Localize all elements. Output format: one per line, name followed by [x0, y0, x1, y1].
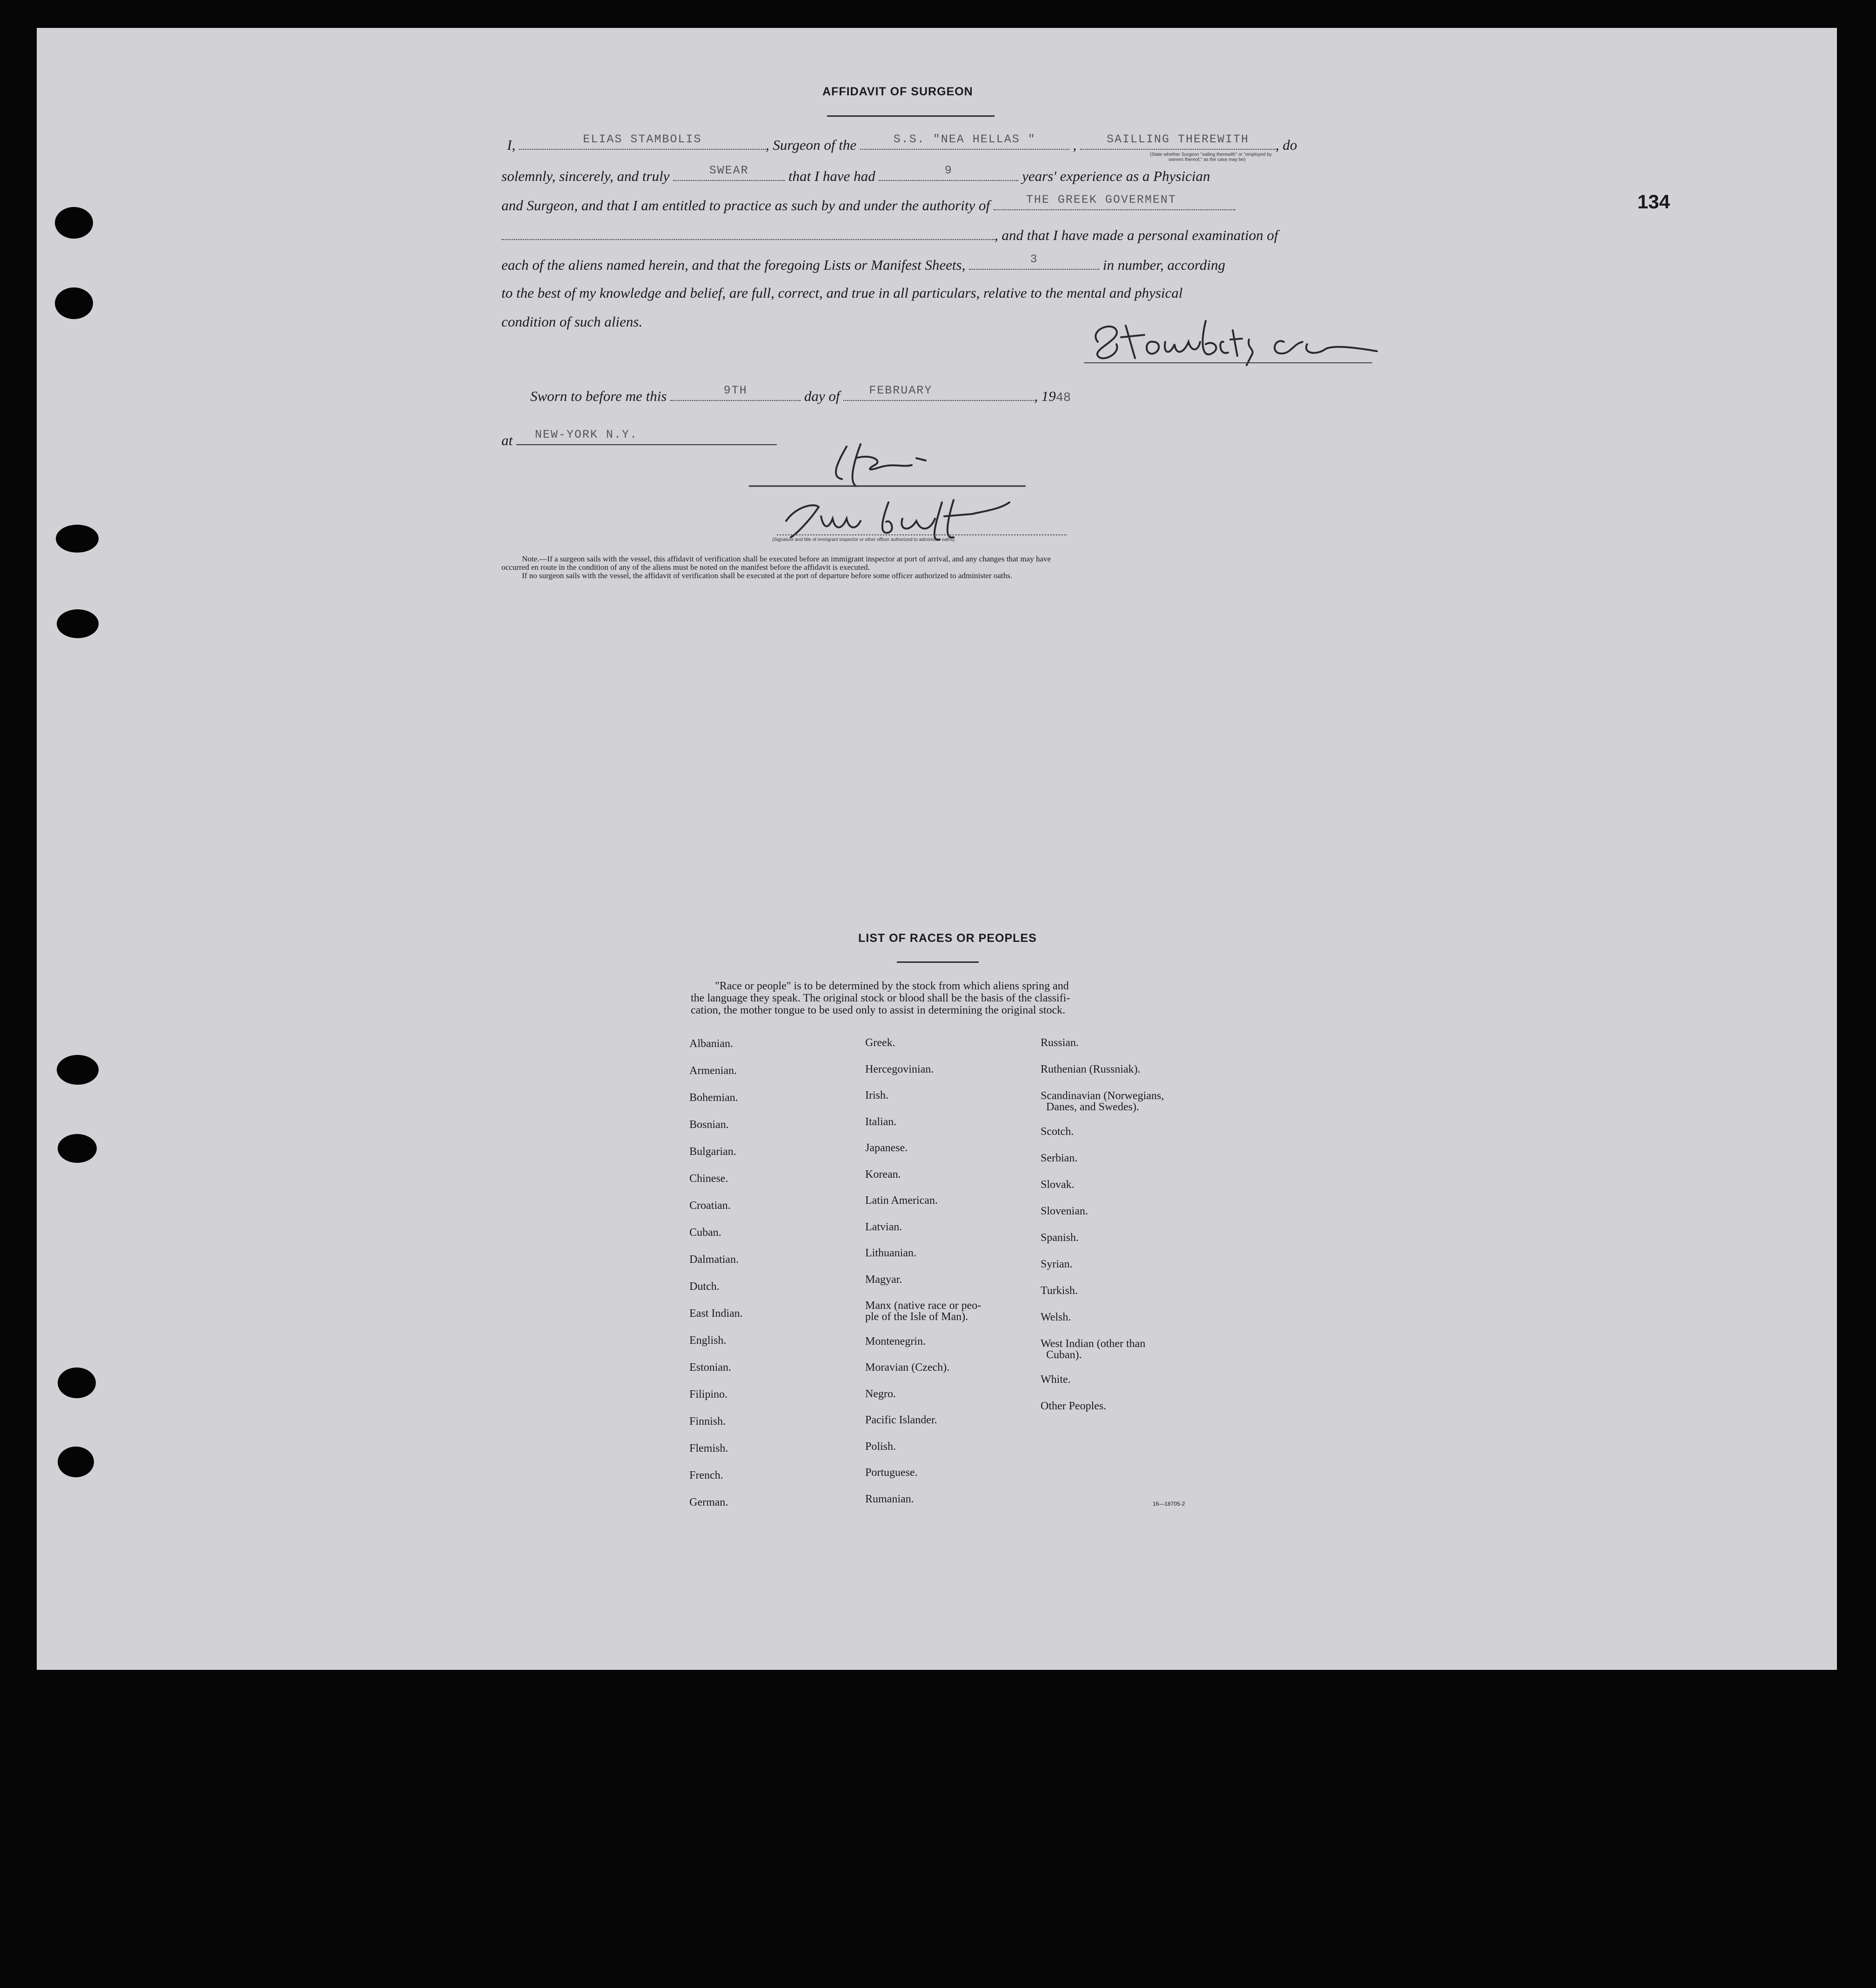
race-item: Chinese. — [689, 1173, 728, 1185]
race-item: Bosnian. — [689, 1119, 729, 1131]
race-item: Bulgarian. — [689, 1146, 736, 1158]
affidavit-line-3: and Surgeon, and that I am entitled to practice as such by and under the authority of THE GREEK GOVERMENT — [501, 196, 1235, 214]
race-item: Scotch. — [1041, 1126, 1074, 1138]
race-item: Bohemian. — [689, 1092, 738, 1104]
race-item: Manx (native race or peo- ple of the Isle of Man). — [865, 1300, 981, 1323]
race-item: Korean. — [865, 1168, 901, 1181]
race-item: German. — [689, 1496, 728, 1508]
surgeon-name-field[interactable]: ELIAS STAMBOLIS — [519, 136, 766, 150]
race-item: Slovak. — [1041, 1179, 1075, 1191]
race-item: Pacific Islander. — [865, 1414, 937, 1426]
race-item: Latvian. — [865, 1221, 902, 1233]
race-item: Hercegovinian. — [865, 1063, 934, 1075]
races-title-underline — [897, 961, 979, 963]
race-item: Ruthenian (Russniak). — [1041, 1063, 1141, 1075]
races-title: LIST OF RACES OR PEOPLES — [858, 932, 1037, 945]
race-item: Turkish. — [1041, 1285, 1078, 1297]
years-field[interactable]: 9 — [879, 167, 1018, 181]
authority-field[interactable]: THE GREEK GOVERMENT — [994, 196, 1235, 210]
race-item: Cuban. — [689, 1227, 721, 1239]
race-item: Armenian. — [689, 1065, 737, 1077]
race-item: Scandinavian (Norwegians, Danes, and Swedes). — [1041, 1090, 1164, 1113]
race-item: Flemish. — [689, 1442, 728, 1454]
race-item: White. — [1041, 1374, 1071, 1386]
race-item: French. — [689, 1469, 723, 1481]
form-number: 16—18705-2 — [1153, 1501, 1185, 1507]
surgeon-signature — [1084, 316, 1382, 367]
page-number: 134 — [1637, 191, 1670, 213]
binder-hole — [55, 287, 93, 319]
race-item: Magyar. — [865, 1273, 902, 1286]
race-item: Negro. — [865, 1388, 896, 1400]
race-item: Japanese. — [865, 1142, 908, 1154]
oath-field[interactable]: SWEAR — [673, 167, 785, 181]
race-item: Spanish. — [1041, 1232, 1079, 1244]
race-item: West Indian (other than Cuban). — [1041, 1338, 1146, 1361]
affidavit-line-6: to the best of my knowledge and belief, are full, correct, and true in all particulars, relative to the mental and physical — [501, 285, 1183, 301]
affidavit-line-5: each of the aliens named herein, and that the foregoing Lists or Manifest Sheets, 3 in number, according — [501, 253, 1226, 273]
race-item: Montenegrin. — [865, 1335, 926, 1348]
binder-hole — [55, 207, 93, 239]
sheets-count-field[interactable]: 3 — [969, 256, 1099, 270]
race-item: Slovenian. — [1041, 1205, 1088, 1217]
surgeon-role-field[interactable]: SAILLING THEREWITH — [1080, 136, 1275, 150]
race-item: Russian. — [1041, 1037, 1079, 1049]
race-item: Croatian. — [689, 1200, 731, 1212]
race-item: Greek. — [865, 1037, 895, 1049]
race-item: Dutch. — [689, 1281, 720, 1293]
race-item: English. — [689, 1334, 727, 1347]
race-item: Polish. — [865, 1440, 896, 1453]
race-item: Portuguese. — [865, 1467, 918, 1479]
authority-continued-field[interactable] — [501, 226, 995, 240]
place-field[interactable]: NEW-YORK N.Y. — [516, 431, 777, 445]
place-line: at NEW-YORK N.Y. — [501, 431, 777, 449]
race-item: Welsh. — [1041, 1311, 1071, 1323]
affidavit-line-1: I, ELIAS STAMBOLIS , Surgeon of the S.S. "NEA HELLAS " , SAILLING THEREWITH , do — [507, 133, 1297, 153]
race-item: Other Peoples. — [1041, 1400, 1107, 1412]
race-item: Lithuanian. — [865, 1247, 916, 1259]
race-item: Italian. — [865, 1115, 897, 1128]
officer-signature — [777, 493, 1075, 544]
affidavit-line-2: solemnly, sincerely, and truly SWEAR that I have had 9 years' experience as a Physician — [501, 164, 1210, 184]
ship-name-field[interactable]: S.S. "NEA HELLAS " — [860, 136, 1069, 150]
race-item: Finnish. — [689, 1415, 726, 1428]
binder-hole — [58, 1134, 97, 1163]
affidavit-line-4: , and that I have made a personal examination of — [501, 226, 1278, 244]
binder-hole — [57, 1055, 99, 1085]
race-item: Dalmatian. — [689, 1254, 739, 1266]
race-item: Filipino. — [689, 1388, 728, 1401]
sworn-line: Sworn to before me this 9TH day of FEBRUARY , 1948 — [530, 384, 1071, 405]
officer-initials-signature — [749, 440, 1028, 491]
race-item: Irish. — [865, 1089, 888, 1101]
affidavit-line-7: condition of such aliens. — [501, 314, 643, 330]
sworn-year: 48 — [1055, 391, 1071, 405]
race-item: Moravian (Czech). — [865, 1361, 950, 1374]
race-item: Rumanian. — [865, 1493, 914, 1505]
binder-hole — [58, 1368, 96, 1398]
binder-hole — [57, 609, 99, 638]
race-item: Estonian. — [689, 1361, 731, 1374]
race-item: Syrian. — [1041, 1258, 1073, 1270]
binder-hole — [58, 1447, 94, 1477]
affidavit-title: AFFIDAVIT OF SURGEON — [822, 85, 973, 98]
race-item: Latin American. — [865, 1194, 938, 1207]
race-item: Serbian. — [1041, 1152, 1078, 1164]
affidavit-note: Note.—If a surgeon sails with the vessel, this affidavit of verification shall be executed before an immigrant inspector at port of arrival, and any changes that may have occurred en route in the condition of any of the aliens must be noted on the manifest before the affidavit is executed. If no surgeon sails with the vessel, the affidavit of verification shall be executed at the port of departure before some officer authorized to administer oaths. — [501, 554, 1051, 580]
races-intro: "Race or people" is to be determined by the stock from which aliens spring and the language they speak. The original stock or blood shall be the basis of the classifi- cation, the mother tongue to be used only to assist in determining the original stock. — [691, 980, 1070, 1016]
race-item: East Indian. — [689, 1308, 743, 1320]
race-item: Albanian. — [689, 1038, 733, 1050]
binder-hole — [56, 525, 99, 553]
sworn-day-field[interactable]: 9TH — [670, 387, 801, 401]
sworn-month-field[interactable]: FEBRUARY — [843, 387, 1034, 401]
title-underline — [827, 115, 995, 117]
role-field-note: (State whether Surgeon "sailing therewith" or "employed by owners thereof," as the case may be) — [1150, 152, 1272, 162]
officer-signature-caption: (Signature and title of immigrant inspector or other officer authorized to administer oaths) — [772, 537, 955, 542]
